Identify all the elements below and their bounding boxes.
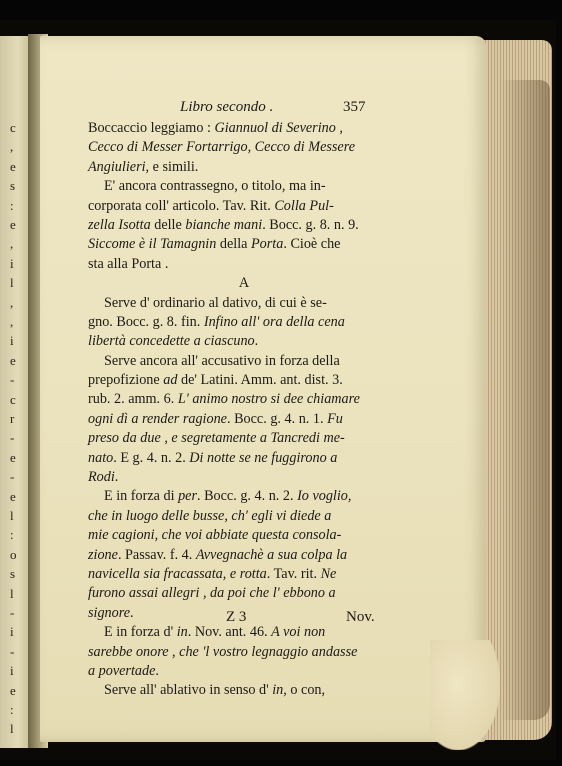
text-line [88, 643, 400, 662]
left-page-glyph: e [10, 488, 16, 504]
italic-span: a povertade [88, 662, 156, 679]
running-title: Libro secondo . [180, 99, 274, 115]
italic-span: Porta [251, 236, 284, 253]
roman-span: . [254, 333, 259, 350]
text-line [88, 216, 400, 235]
left-page-glyph: l [10, 721, 14, 737]
italic-span: Di notte se ne fuggirono a [189, 449, 338, 466]
text-line [88, 371, 400, 390]
italic-span: sarebbe onore , che 'l vostro legnaggio andasse [88, 643, 358, 660]
page-number: 357 [343, 99, 366, 115]
text-line [88, 410, 400, 429]
left-page-glyph: r [10, 411, 15, 426]
left-page-glyph: i [10, 333, 14, 349]
italic-span: Colla Pul- [274, 197, 334, 214]
left-page-glyph: e [10, 217, 16, 232]
left-page-glyph: - [10, 372, 15, 388]
left-page-glyph: , [10, 139, 14, 155]
page-header [180, 99, 410, 119]
roman-span: Serve d' ordinario al dativo, di cui è se- [104, 294, 327, 311]
left-page-glyph: , [10, 294, 14, 310]
italic-span: Io voglio, [297, 488, 352, 505]
left-page-glyph: e [10, 158, 16, 174]
italic-span: che in luogo delle busse, ch' egli vi diede a [88, 507, 332, 524]
catchword: Nov. [346, 609, 375, 625]
text-line [88, 255, 400, 274]
page-footer [88, 609, 400, 629]
roman-span: prepofizione [88, 372, 164, 389]
text-line [88, 177, 400, 196]
left-page-glyph: l [10, 585, 14, 601]
italic-span: in [176, 624, 188, 641]
roman-span: Serve ancora all' accusativo in forza della [104, 352, 340, 369]
italic-span: ogni dì a render ragione [88, 410, 227, 427]
left-page-glyph: e [10, 352, 16, 368]
text-line [88, 390, 400, 409]
italic-span: Ne [320, 565, 337, 582]
text-line [88, 274, 400, 293]
italic-span: signore [88, 604, 131, 621]
roman-span: A [238, 275, 250, 292]
roman-span: E in forza d' [104, 624, 177, 641]
roman-span: . E g. 4. n. 2. [113, 449, 190, 466]
roman-span: Serve all' ablativo in senso d' [104, 682, 273, 699]
roman-span: E in forza di [104, 488, 179, 505]
left-page-glyph: : [10, 197, 14, 213]
roman-span: , e simili. [145, 158, 199, 175]
left-page-glyph: i [10, 663, 14, 679]
text-line [88, 429, 400, 448]
left-page-glyph: : [10, 527, 14, 543]
text-line [88, 662, 400, 681]
left-page-glyph: - [10, 469, 15, 485]
italic-span: Rodi [88, 469, 115, 486]
roman-span: . [155, 662, 159, 679]
italic-span: zione [88, 546, 118, 563]
italic-span: preso da due , e segretamente a Tancredi me- [88, 430, 345, 447]
roman-span: corporata coll' articolo. Tav. Rit. [88, 197, 275, 214]
italic-span: Cecco di Messer Fortarrigo, Cecco di Messere [88, 139, 356, 156]
roman-span: E' ancora contrassegno, o titolo, ma in- [104, 178, 326, 195]
italic-span: Siccome è il Tamagnin [88, 236, 217, 253]
italic-span: ad [163, 372, 178, 389]
italic-span: Avvegnachè a sua colpa la [195, 546, 348, 563]
text-line [88, 449, 400, 468]
text-line [88, 138, 400, 157]
left-page-glyph: s [10, 178, 16, 194]
left-page-glyph: - [10, 605, 15, 620]
left-page-glyph: o [10, 546, 17, 562]
left-page-glyph: : [10, 702, 14, 717]
roman-span: , o con, [283, 682, 326, 699]
text-line [88, 352, 400, 371]
roman-span: della [216, 236, 252, 253]
roman-span: delle [150, 216, 186, 233]
roman-span: . Bocc. g. 4. n. 2. [196, 488, 298, 505]
page-edges-shade [500, 80, 550, 720]
italic-span: in [272, 682, 284, 699]
roman-span: . Cioè che [283, 236, 341, 253]
italic-span: zella Isotta [88, 216, 151, 233]
left-page-glyph: c [10, 391, 16, 407]
roman-span: . [114, 469, 119, 486]
text-line [88, 197, 400, 216]
roman-span: . Tav. rit. [266, 565, 321, 582]
left-page-glyph: e [10, 449, 16, 465]
italic-span: per [178, 488, 197, 505]
roman-span: . Nov. ant. 46. [187, 624, 272, 641]
text-line [88, 507, 400, 526]
left-page-glyph: l [10, 508, 14, 523]
roman-span: Boccaccio leggiamo : [88, 120, 215, 136]
italic-span: Angiulieri [88, 158, 146, 175]
text-line [88, 119, 400, 138]
left-page-glyph: c [10, 120, 16, 135]
italic-span: Infino all' ora della cena [203, 313, 345, 330]
text-line [88, 546, 400, 565]
paper-stain [430, 640, 500, 750]
left-page-glyph: - [10, 643, 15, 659]
italic-span: nato [88, 449, 114, 466]
left-page-glyph: s [10, 566, 16, 582]
italic-span: mie cagioni, che voi abbiate questa consola- [88, 527, 342, 544]
left-page-glyph: , [10, 236, 14, 252]
text-line [88, 158, 400, 177]
text-line [88, 584, 400, 603]
roman-span: rub. 2. amm. 6. [88, 391, 178, 408]
left-page-glyph: - [10, 430, 15, 446]
italic-span: navicella sia fracassata, e rotta [88, 565, 267, 582]
text-line [88, 526, 400, 545]
roman-span: gno. Bocc. g. 8. fin. [88, 313, 204, 330]
roman-span: . [130, 604, 134, 621]
left-page-glyph: i [10, 624, 14, 640]
roman-span: . Bocc. g. 4. n. 1. [226, 410, 328, 427]
text-line [88, 468, 400, 487]
text-line [88, 681, 400, 700]
left-page-glyph: , [10, 314, 14, 329]
italic-span: bianche mani [185, 216, 263, 233]
roman-span: . Bocc. g. 8. n. 9. [262, 216, 359, 233]
roman-span: . Passav. f. 4. [117, 546, 196, 563]
text-line [88, 313, 400, 332]
italic-span: A voi non [271, 624, 326, 641]
text-line [88, 487, 400, 506]
signature-mark: Z 3 [226, 609, 247, 625]
text-line [88, 565, 400, 584]
roman-span: sta alla Porta . [88, 255, 169, 272]
left-page-glyph: e [10, 682, 16, 698]
italic-span: Fu [327, 410, 343, 427]
italic-span: Giannuol di Severino , [214, 120, 343, 136]
italic-span: libertà concedette a ciascuno [88, 333, 255, 350]
text-line [88, 235, 400, 254]
text-line [88, 294, 400, 313]
roman-span: de' Latini. Amm. ant. dist. 3. [177, 372, 343, 389]
left-page-glyph: i [10, 255, 14, 271]
left-page-glyph: l [10, 275, 14, 291]
text-line [88, 332, 400, 351]
italic-span: L' animo nostro si dee chiamare [177, 391, 360, 408]
italic-span: furono assai allegri , da poi che l' ebbono a [88, 585, 336, 602]
